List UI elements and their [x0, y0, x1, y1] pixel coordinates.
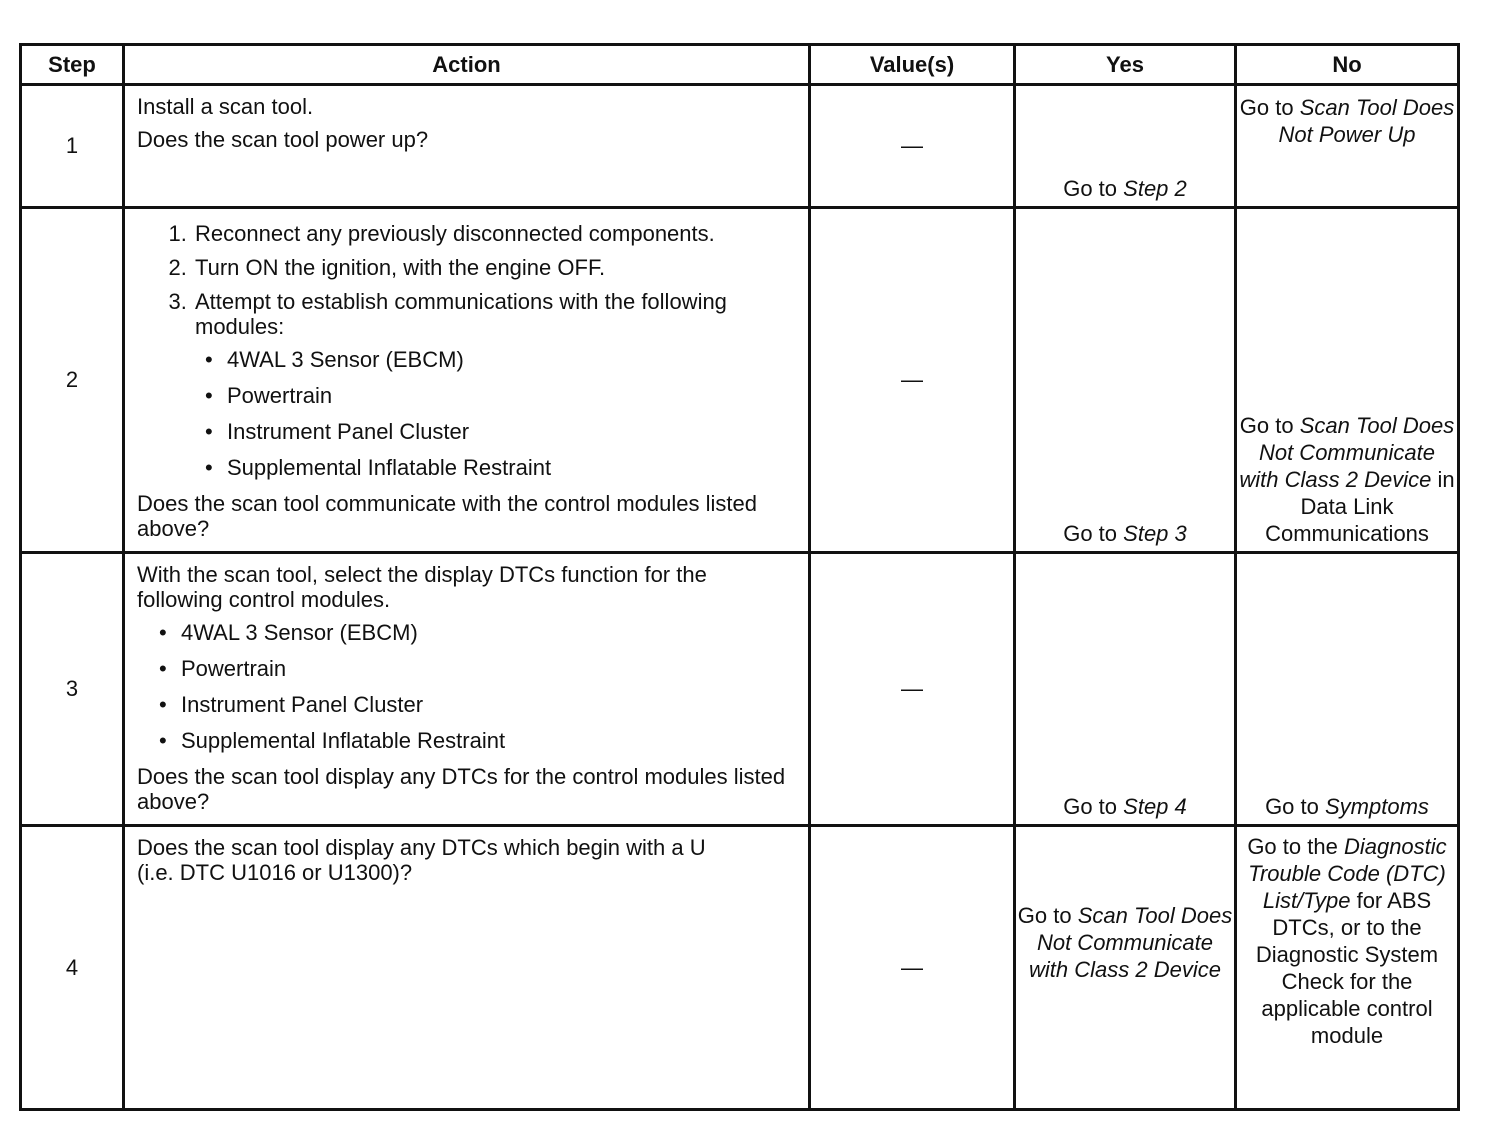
- value-dash: —: [901, 367, 923, 392]
- module-list: [137, 347, 798, 480]
- no-prefix: Go to the: [1247, 834, 1338, 859]
- module-item: • 4WAL 3 Sensor (EBCM): [159, 620, 798, 645]
- action-cell: [124, 208, 810, 553]
- header-step: Step: [21, 45, 124, 85]
- no-suffix: for ABS DTCs, or to the Diagnostic System Check for the applicable control module: [1255, 888, 1439, 1048]
- header-action: Action: [124, 45, 810, 85]
- value-cell: [810, 208, 1015, 553]
- yes-link[interactable]: Step 3: [1123, 521, 1187, 546]
- yes-cell[interactable]: [1015, 826, 1236, 1110]
- yes-link[interactable]: Scan Tool Does Not Communicate with Class 2 Device: [1029, 903, 1233, 982]
- yes-cell[interactable]: [1015, 85, 1236, 208]
- action-cell: [124, 826, 810, 1110]
- yes-prefix: Go to: [1063, 794, 1118, 819]
- header-row: [21, 45, 1459, 85]
- action-intro: With the scan tool, select the display DTCs function for the following control modules.: [137, 562, 707, 612]
- action-question: Does the scan tool display any DTCs for the control modules listed above?: [137, 764, 786, 814]
- no-prefix: Go to: [1239, 413, 1294, 438]
- no-link[interactable]: Symptoms: [1325, 794, 1429, 819]
- step-number: 3: [21, 553, 124, 826]
- yes-prefix: Go to: [1017, 903, 1072, 928]
- yes-link[interactable]: Step 4: [1123, 794, 1187, 819]
- header-no: No: [1236, 45, 1459, 85]
- table-row: [21, 85, 1459, 208]
- yes-prefix: Go to: [1063, 176, 1118, 201]
- no-link[interactable]: Scan Tool Does Not Communicate with Class 2 Device: [1239, 413, 1455, 492]
- value-dash: —: [901, 954, 923, 980]
- module-item: • Powertrain: [205, 383, 798, 408]
- module-item: • Instrument Panel Cluster: [205, 419, 798, 444]
- value-dash: —: [901, 133, 923, 158]
- value-dash: —: [901, 676, 923, 701]
- module-item: • Supplemental Inflatable Restraint: [205, 455, 798, 480]
- action-step: 2. Turn ON the ignition, with the engine OFF.: [193, 255, 798, 280]
- no-link[interactable]: Scan Tool Does Not Power Up: [1278, 95, 1455, 147]
- action-step: 3. Attempt to establish communications with the following modules:: [193, 289, 798, 339]
- diagnostic-table: [19, 43, 1460, 1111]
- step-number: 1: [21, 85, 124, 208]
- table-row: [21, 208, 1459, 553]
- no-suffix-link[interactable]: Data Link Communications: [1265, 494, 1429, 546]
- table-row: [21, 553, 1459, 826]
- action-cell: [124, 553, 810, 826]
- action-question: Does the scan tool display any DTCs which begin with a U (i.e. DTC U1016 or U1300)?: [137, 835, 706, 885]
- step-number: 2: [21, 208, 124, 553]
- yes-link[interactable]: Step 2: [1123, 176, 1187, 201]
- action-steps-list: [137, 221, 798, 339]
- module-item: • Supplemental Inflatable Restraint: [159, 728, 798, 753]
- yes-prefix: Go to: [1063, 521, 1118, 546]
- header-values: Value(s): [810, 45, 1015, 85]
- module-item: • Instrument Panel Cluster: [159, 692, 798, 717]
- action-question: Does the scan tool communicate with the control modules listed above?: [137, 491, 757, 541]
- value-cell: [810, 553, 1015, 826]
- header-yes: Yes: [1015, 45, 1236, 85]
- yes-cell[interactable]: [1015, 208, 1236, 553]
- value-cell: [810, 826, 1015, 1110]
- no-cell[interactable]: [1236, 208, 1459, 553]
- table-row: [21, 826, 1459, 1110]
- no-cell[interactable]: [1236, 85, 1459, 208]
- action-step: 1. Reconnect any previously disconnected components.: [193, 221, 798, 246]
- no-cell[interactable]: [1236, 826, 1459, 1110]
- action-question: Does the scan tool power up?: [137, 127, 429, 152]
- no-suffix: in: [1437, 467, 1455, 492]
- action-line: Install a scan tool.: [137, 94, 314, 119]
- no-cell[interactable]: [1236, 553, 1459, 826]
- no-prefix: Go to: [1239, 95, 1294, 120]
- module-item: • 4WAL 3 Sensor (EBCM): [205, 347, 798, 372]
- value-cell: [810, 85, 1015, 208]
- module-item: • Powertrain: [159, 656, 798, 681]
- step-number: 4: [21, 826, 124, 1110]
- action-cell: [124, 85, 810, 208]
- module-list: [137, 620, 798, 753]
- no-link[interactable]: Diagnostic Trouble Code (DTC) List/Type: [1248, 834, 1447, 913]
- yes-cell[interactable]: [1015, 553, 1236, 826]
- no-prefix: Go to: [1265, 794, 1319, 819]
